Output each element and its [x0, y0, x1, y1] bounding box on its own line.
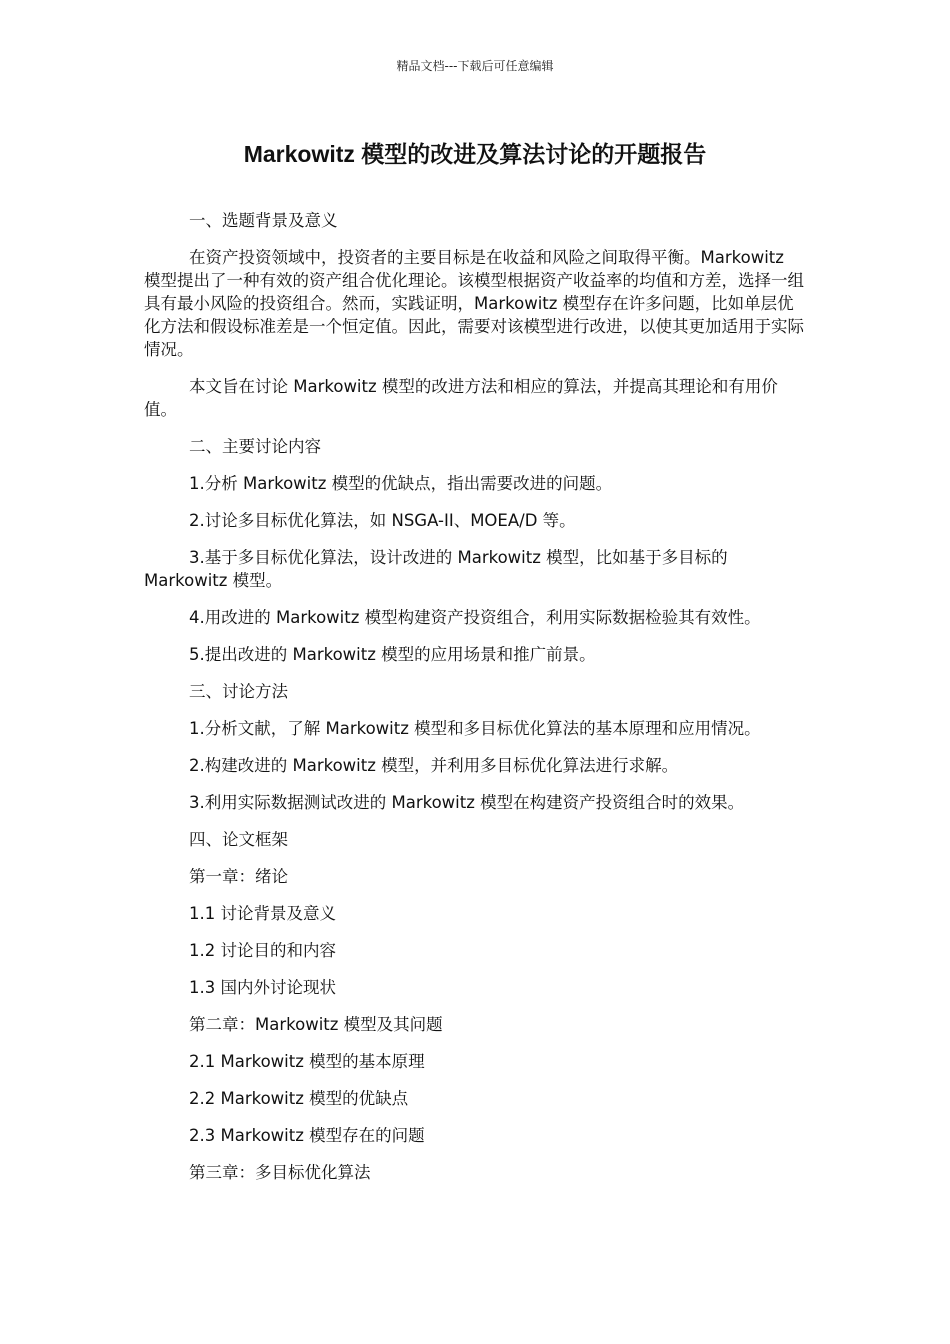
page-header: 精品文档---下载后可任意编辑: [396, 59, 554, 73]
outline-item: 2.3 Markowitz 模型存在的问题: [189, 1126, 425, 1145]
section-heading-methods: 三、讨论方法: [189, 682, 288, 701]
list-item: 4.用改进的 Markowitz 模型构建资产投资组合，利用实际数据检验其有效性。: [189, 608, 761, 627]
section-heading-background: 一、选题背景及意义: [189, 211, 338, 230]
chapter-heading: 第二章：Markowitz 模型及其问题: [189, 1015, 443, 1034]
outline-item: 1.2 讨论目的和内容: [189, 941, 336, 960]
outline-item: 1.1 讨论背景及意义: [189, 904, 336, 923]
outline-item: 2.1 Markowitz 模型的基本原理: [189, 1052, 425, 1071]
list-item: 1.分析 Markowitz 模型的优缺点，指出需要改进的问题。: [189, 474, 613, 493]
chapter-heading: 第一章：绪论: [189, 867, 288, 886]
section-heading-content: 二、主要讨论内容: [189, 437, 321, 456]
paragraph-background: 在资产投资领域中，投资者的主要目标是在收益和风险之间取得平衡。Markowitz 模型提出了一种有效的资产组合优化理论。该模型根据资产收益率的均值和方差，选择一组具有最小风险的投资组合。然而，实践证明，Markowitz 模型存在许多问题，比如单层优化方法和假设标准差是一个恒定值。因此，需要对该模型进行改进，以使其更加适用于实际情况。: [144, 248, 804, 359]
list-item: 3.利用实际数据测试改进的 Markowitz 模型在构建资产投资组合时的效果。: [189, 793, 745, 812]
list-item: 3.基于多目标优化算法，设计改进的 Markowitz 模型，比如基于多目标的 Markowitz 模型。: [144, 548, 728, 590]
list-item: 2.讨论多目标优化算法，如 NSGA-II、MOEA/D 等。: [189, 511, 576, 530]
paragraph-purpose: 本文旨在讨论 Markowitz 模型的改进方法和相应的算法，并提高其理论和有用价值。: [144, 377, 778, 419]
outline-item: 1.3 国内外讨论现状: [189, 978, 336, 997]
document-body: [144, 209, 804, 1198]
chapter-heading: 第三章：多目标优化算法: [189, 1163, 371, 1182]
list-item: 5.提出改进的 Markowitz 模型的应用场景和推广前景。: [189, 645, 596, 664]
section-heading-framework: 四、论文框架: [189, 830, 288, 849]
list-item: 2.构建改进的 Markowitz 模型，并利用多目标优化算法进行求解。: [189, 756, 679, 775]
outline-item: 2.2 Markowitz 模型的优缺点: [189, 1089, 409, 1108]
list-item: 1.分析文献，了解 Markowitz 模型和多目标优化算法的基本原理和应用情况。: [189, 719, 761, 738]
document-title: Markowitz 模型的改进及算法讨论的开题报告: [243, 141, 707, 167]
